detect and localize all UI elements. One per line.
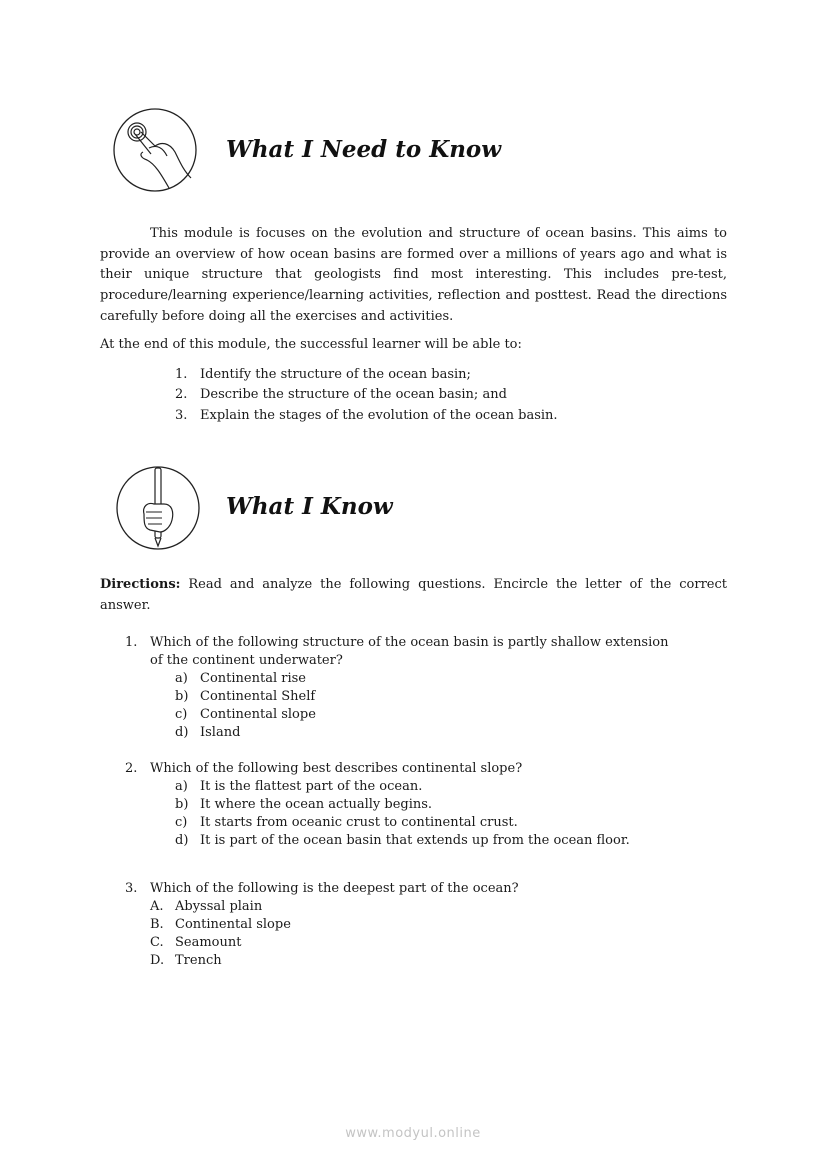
option-letter: a) [175, 779, 188, 794]
option-text: Island [200, 725, 241, 740]
question-text: Which of the following best describes continental slope? [150, 761, 523, 776]
option-text: It starts from oceanic crust to continental crust. [200, 815, 518, 830]
hand-holding-pen-icon [116, 466, 200, 550]
option-text: Continental Shelf [200, 689, 316, 704]
question-text: Which of the following structure of the ocean basin is partly shallow extension [150, 635, 669, 650]
option-letter: d) [175, 725, 189, 740]
objective-item: Identify the structure of the ocean basin; [200, 367, 471, 382]
directions [100, 575, 727, 616]
option-text: Continental rise [200, 671, 306, 686]
option-letter: A. [150, 899, 164, 914]
section-title-what-i-need-to-know: What I Need to Know [226, 136, 502, 163]
option-letter: c) [175, 815, 188, 830]
question-text: of the continent underwater? [150, 653, 343, 668]
option-letter: C. [150, 935, 164, 950]
option-text: It is the flattest part of the ocean. [200, 779, 423, 794]
module-overview-paragraph: This module is focuses on the evolution and structure of ocean basins. This aims to provide an overview of how ocean basins are formed over a millions of years ago and what is their unique structure that geologists find most interesting. This includes pre-test, procedure/learning experience/learning activities, reflection and posttest. Read the directions carefully before doing all the exercises and activities. [100, 226, 727, 324]
directions-label: Directions: [100, 577, 181, 592]
option-letter: D. [150, 953, 165, 968]
option-letter: d) [175, 833, 189, 848]
option-text: It where the ocean actually begins. [200, 797, 433, 812]
objective-number: 1. [175, 367, 188, 382]
question-number: 1. [125, 635, 138, 650]
option-letter: a) [175, 671, 188, 686]
option-text: Seamount [175, 935, 242, 950]
option-text: It is part of the ocean basin that extends up from the ocean floor. [200, 833, 630, 848]
option-text: Trench [175, 953, 222, 968]
option-letter: c) [175, 707, 188, 722]
objective-item: Explain the stages of the evolution of the ocean basin. [200, 408, 558, 423]
watermark: www.modyul.online [345, 1126, 481, 1141]
option-letter: b) [175, 689, 189, 704]
option-letter: b) [175, 797, 189, 812]
question-number: 3. [125, 881, 138, 896]
option-text: Continental slope [200, 707, 316, 722]
option-letter: B. [150, 917, 164, 932]
directions-text: Read and analyze the following questions. Encircle the letter of the correct answer. [100, 577, 727, 613]
question-number: 2. [125, 761, 138, 776]
objective-number: 2. [175, 387, 188, 402]
section-title-what-i-know: What I Know [226, 493, 393, 520]
option-text: Continental slope [175, 917, 291, 932]
pointing-hand-icon [113, 108, 197, 192]
objective-item: Describe the structure of the ocean basin; and [200, 387, 507, 402]
option-text: Abyssal plain [175, 899, 263, 914]
question-text: Which of the following is the deepest part of the ocean? [150, 881, 519, 896]
objectives-intro: At the end of this module, the successful learner will be able to: [100, 337, 522, 352]
objective-number: 3. [175, 408, 188, 423]
